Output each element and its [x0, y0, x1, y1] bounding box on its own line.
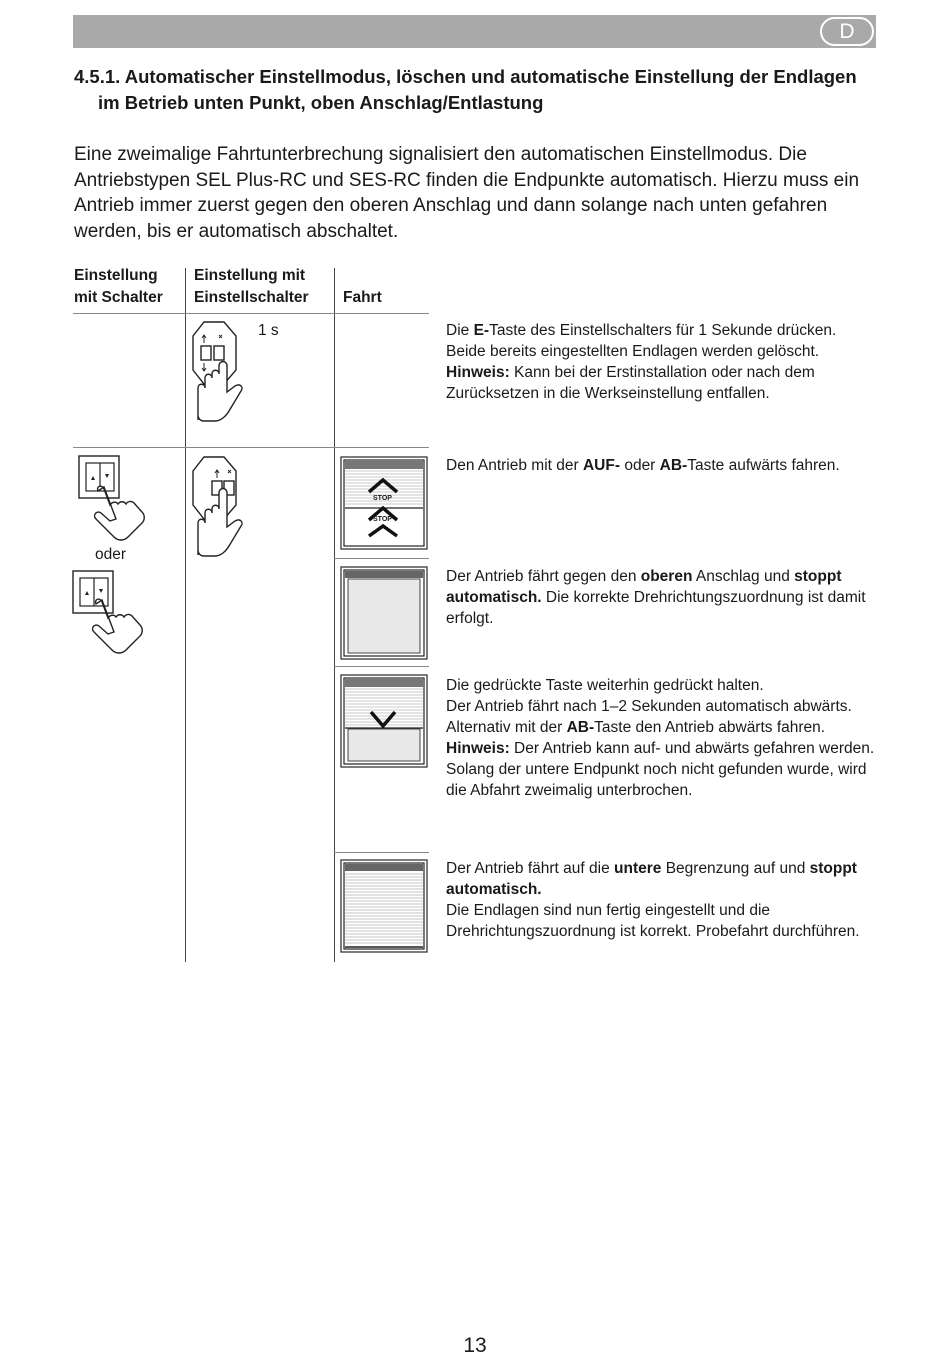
- column-header-setting-switch: [194, 265, 309, 309]
- column-header-setting-line2: Einstellschalter: [194, 289, 309, 306]
- step-2-description: [446, 455, 878, 476]
- step-1-description: [446, 320, 878, 404]
- step-3-text: Anschlag und: [692, 568, 795, 585]
- table-rule: [73, 447, 429, 448]
- step-4-text: Taste den Antrieb abwärts fahren.: [594, 719, 826, 736]
- step-3-text: Der Antrieb fährt gegen den: [446, 568, 641, 585]
- step-4-note-text: Der Antrieb kann auf- und abwärts gefahren werden. Solang der untere Endpunkt noch nicht gefunden wurde, wird die Abfahrt zweimalig unterbrochen.: [446, 740, 875, 799]
- column-header-switch-line1: Einstellung: [74, 267, 158, 284]
- step-3-bold: stoppt automatisch.: [446, 568, 842, 606]
- wall-switch-press-down-icon: [72, 570, 156, 660]
- step-2-text: oder: [620, 457, 660, 474]
- shutter-closed-icon: [340, 859, 428, 953]
- column-header-setting-line1: Einstellung mit: [194, 267, 306, 284]
- step-4-text: Der Antrieb fährt nach 1–2 Sekunden automatisch abwärts. Alternativ mit der: [446, 698, 852, 736]
- step-4-key: AB-: [566, 719, 595, 736]
- setting-switch-press-icon: [190, 318, 250, 428]
- step-1-note-label: Hinweis:: [446, 364, 510, 381]
- setting-switch-up-icon: [190, 453, 250, 563]
- step-4-note-label: Hinweis:: [446, 740, 510, 757]
- shutter-moving-down-icon: [340, 674, 428, 768]
- step-1-key: E-: [473, 322, 490, 339]
- column-header-switch-line2: mit Schalter: [74, 289, 163, 306]
- step-5-text: Der Antrieb fährt auf die: [446, 860, 615, 877]
- step-5-bold: untere: [614, 860, 662, 877]
- table-rule: [73, 313, 429, 314]
- step-4-text: Die gedrückte Taste weiterhin gedrückt halten.: [446, 677, 764, 694]
- page-number: 13: [463, 1334, 487, 1357]
- step-2-key-up: AUF-: [582, 457, 621, 474]
- shutter-moving-up-icon: [340, 456, 428, 550]
- step-2-text: Taste aufwärts fahren.: [687, 457, 840, 474]
- step-3-description: [446, 566, 878, 629]
- shutter-open-icon: [340, 566, 428, 660]
- table-divider: [334, 268, 335, 962]
- or-label: oder: [95, 546, 127, 563]
- duration-label: 1 s: [258, 322, 279, 339]
- step-5-bold: stoppt automatisch.: [446, 860, 857, 898]
- step-2-key-down: AB-: [659, 457, 688, 474]
- header-bar: [73, 15, 876, 48]
- table-rule: [334, 666, 429, 667]
- step-5-text: Begrenzung auf und: [661, 860, 810, 877]
- heading-title: 4.5.1. Automatischer Einstellmodus, löschen und automatische Einstellung der Endlagen: [74, 66, 857, 87]
- step-5-description: [446, 858, 878, 942]
- stop-label: STOP: [373, 516, 392, 523]
- step-5-text: Die Endlagen sind nun fertig eingestellt und die Drehrichtungszuordnung ist korrekt. Probefahrt durchführen.: [446, 902, 860, 940]
- stop-label: STOP: [373, 495, 392, 502]
- step-2-text: Den Antrieb mit der: [446, 457, 583, 474]
- table-rule: [334, 558, 429, 559]
- language-badge: D: [820, 17, 874, 46]
- wall-switch-press-icon: [78, 455, 150, 545]
- table-rule: [334, 852, 429, 853]
- step-1-text: Taste des Einstellschalters für 1 Sekunde drücken. Beide bereits eingestellten Endlagen werden gelöscht.: [446, 322, 837, 360]
- heading-subtitle: im Betrieb unten Punkt, oben Anschlag/Entlastung: [98, 92, 544, 113]
- section-heading: [74, 64, 876, 116]
- column-header-travel: Fahrt: [343, 289, 382, 306]
- step-4-description: [446, 675, 878, 801]
- column-header-switch: [74, 265, 163, 309]
- intro-paragraph: Eine zweimalige Fahrtunterbrechung signalisiert den automatischen Einstellmodus. Die Antriebstypen SEL Plus-RC und SES-RC finden die Endpunkte automatisch. Hierzu muss ein Antrieb immer zuerst gegen den oberen Anschlag und dann solange nach unten gefahren werden, bis er automatisch abschaltet.: [74, 144, 860, 242]
- step-3-text: Die korrekte Drehrichtungszuordnung ist damit erfolgt.: [446, 589, 866, 627]
- table-divider: [185, 268, 186, 962]
- step-3-bold: oberen: [640, 568, 693, 585]
- step-1-note-text: Kann bei der Erstinstallation oder nach dem Zurücksetzen in die Werkseinstellung entfallen.: [446, 364, 815, 402]
- step-1-text: Die: [446, 322, 474, 339]
